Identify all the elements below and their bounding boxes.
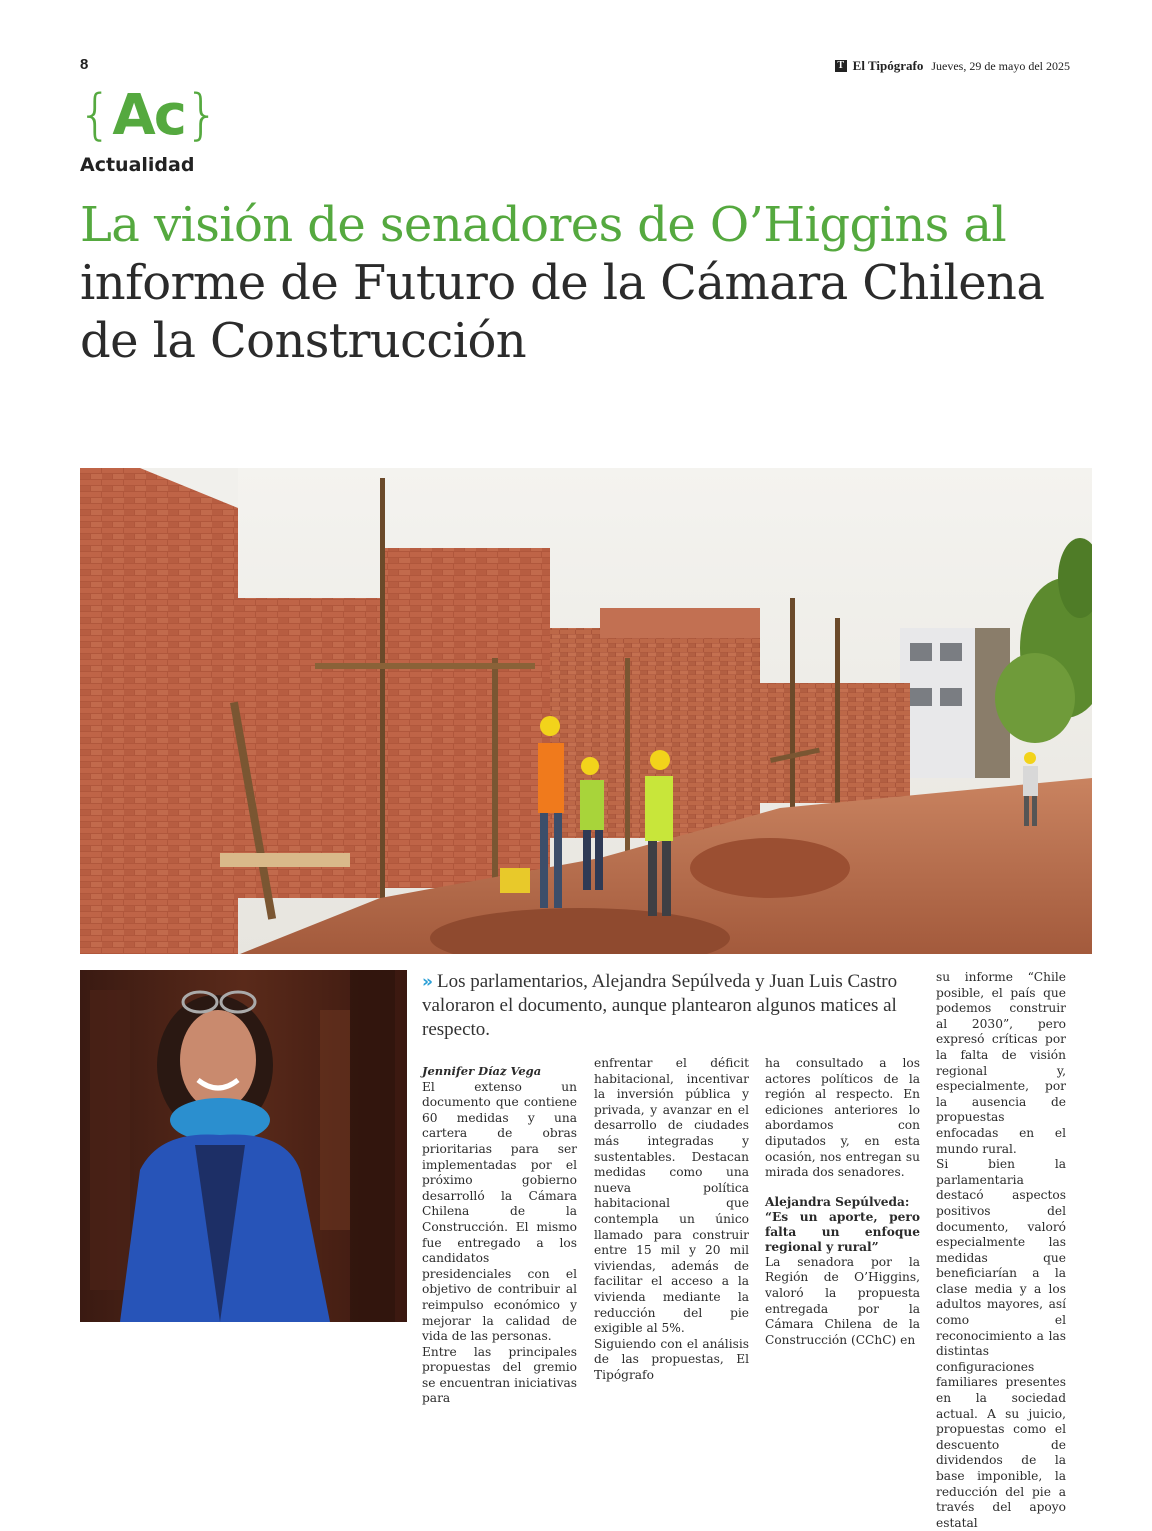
paragraph: El extenso un documento que contiene 60 medidas y una cartera de obras prioritarias para ser implementadas por el próximo gobierno desarrolló la Cámara Chilena de la Construcción. El mismo fue entregado a los candidatos presidenciales con el objetivo de contribuir al reimpulso económico y mejorar la calidad de vida de las personas. (422, 1079, 577, 1344)
byline: Jennifer Díaz Vega (422, 1064, 542, 1078)
paragraph: Si bien la parlamentaria destacó aspectos positivos del documento, valoró especialmente las medidas que beneficiarían a la clase media y a los adultos mayores, así como el reconocimiento a las distintas configuraciones familiares presentes en la sociedad actual. A su juicio, propuestas como el descuento de dividendos de la base imponible, la reducción del pie a través del apoyo estatal (936, 1157, 1066, 1530)
headline-rest: informe de Futuro de la Cámara Chilena de la Construcción (80, 255, 1045, 369)
section-label: Actualidad (80, 154, 195, 176)
article-column-4 (936, 970, 1066, 1531)
headline (80, 196, 1090, 370)
masthead (835, 58, 1070, 74)
construction-site-photo (80, 468, 1092, 954)
article-column-2 (594, 1056, 749, 1383)
paragraph: ha consultado a los actores políticos de la región al respecto. En ediciones anteriores lo abordamos con diputados y, en esta ocasión, nos entregan su mirada dos senadores. (765, 1056, 920, 1180)
subheading (765, 1195, 920, 1255)
newspaper-logo-icon: T (835, 60, 847, 72)
lead-text: Los parlamentarios, Alejandra Sepúlveda y Juan Luis Castro valoraron el documento, aunque plantearon algunos matices al respecto. (422, 971, 898, 1040)
section-tag (78, 83, 220, 148)
paragraph: su informe “Chile posible, el país que podemos construir al 2030”, pero expresó críticas por la falta de visión regional y, especialmente, por la ausencia de propuestas enfocadas en el mundo rural. (936, 970, 1066, 1156)
newspaper-name: El Tipógrafo (852, 58, 924, 73)
paragraph: Entre las principales propuestas del gremio se encuentran iniciativas para (422, 1344, 577, 1406)
paragraph: enfrentar el déficit habitacional, incentivar la inversión pública y privada, y avanzar en el desarrollo de ciudades más integradas y sustentables. Destacan medidas como una nueva política habitacional que contempla un único llamado para construir entre 15 mil y 20 mil viviendas, además de facilitar el acceso a la vivienda mediante la reducción del pie exigible al 5%. (594, 1056, 749, 1336)
section-brace-close: } (184, 83, 220, 146)
paragraph: La senadora por la Región de O’Higgins, valoró la propuesta entregada por la Cámara Chilena de la Construcción (CChC) en (765, 1254, 920, 1347)
article-lead (422, 970, 922, 1042)
headline-green-line: La visión de senadores de O’Higgins al (80, 197, 1007, 253)
issue-date: Jueves, 29 de mayo del 2025 (931, 58, 1070, 73)
article-column-3 (765, 1056, 920, 1348)
article-column-1 (422, 1064, 577, 1407)
subheading-quote: “Es un aporte, pero falta un enfoque regional y rural” (765, 1209, 920, 1254)
section-code: Ac (112, 83, 185, 148)
section-brace-open: { (78, 83, 113, 146)
senator-portrait-photo (80, 970, 407, 1322)
paragraph: Siguiendo con el análisis de las propuestas, El Tipógrafo (594, 1336, 749, 1382)
subheading-name: Alejandra Sepúlveda: (765, 1194, 910, 1209)
page-number: 8 (80, 56, 89, 73)
lead-chevron-icon: » (422, 972, 433, 992)
